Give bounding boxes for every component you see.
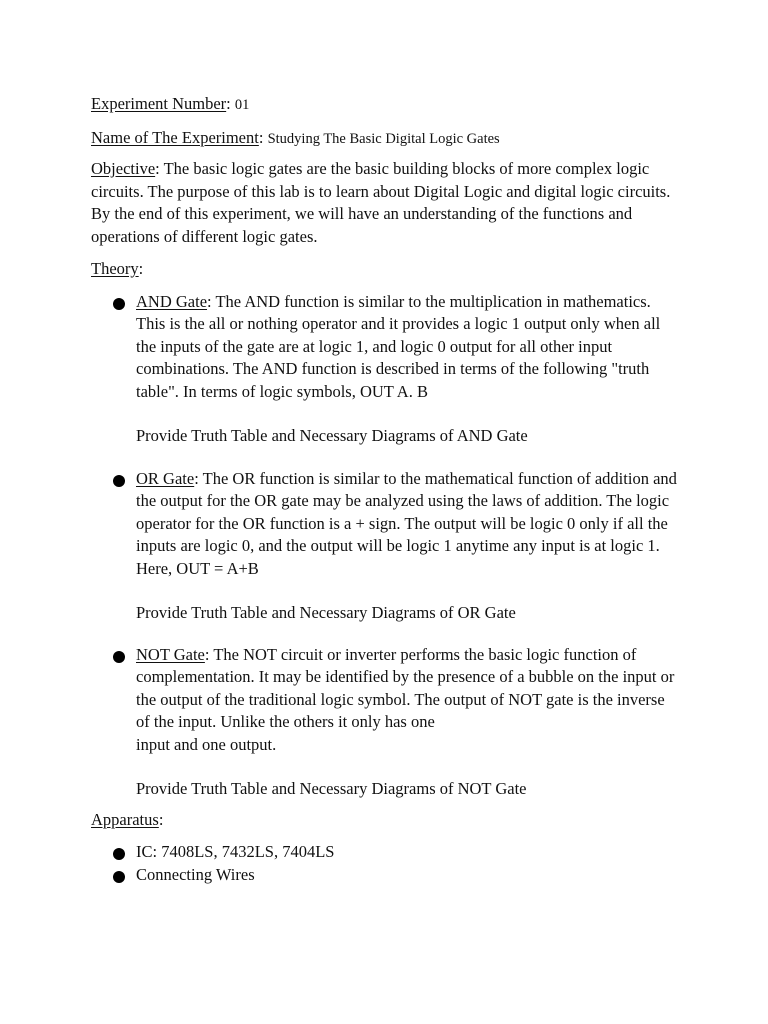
list-item-apparatus-wires	[91, 864, 681, 887]
objective-text: The basic logic gates are the basic building blocks of more complex logic circuits. The purpose of this lab is to learn about Digital Logic and digital logic circuits. By the end of this experiment, we will have an understanding of the functions and operations of different logic gates.	[91, 159, 671, 246]
list-item-not-gate: NOT Gate: The NOT circuit or inverter performs the basic logic function of complementation. It may be identified by the presence of a bubble on the input or the output of the traditional logic symbol. The output of NOT gate is the inverse of the input. Unlike the others it only has one input and one output. Provide Truth Table and Necessary Diagrams of NOT Gate	[91, 644, 681, 801]
theory-heading: Theory:	[91, 259, 144, 278]
list-item-apparatus-ic	[91, 841, 681, 864]
apparatus-item-text: Connecting Wires	[136, 864, 255, 884]
theory-label: Theory	[91, 259, 139, 278]
or-gate-text: The OR function is similar to the mathematical function of addition and the output for the OR gate may be analyzed using the laws of addition. The logic operator for the OR function is a + sign. The output will be logic 0 only if all the inputs are logic 0, and the output will be logic 1 anytime any input is at logic 1. Here, OUT = A+B	[136, 468, 677, 578]
experiment-name-value: Studying The Basic Digital Logic Gates	[267, 130, 500, 147]
bullet-icon	[113, 651, 125, 663]
not-gate-provide-text: Provide Truth Table and Necessary Diagrams of NOT Gate	[136, 779, 527, 798]
list-item-and-gate: AND Gate: The AND function is similar to the multiplication in mathematics. This is the all or nothing operator and it provides a logic 1 output only when all the inputs of the gate are at logic 1, and logic 0 output for all other input combinations. The AND function is described in terms of the following "truth table". In terms of logic symbols, OUT A. B Provide Truth Table and Necessary Diagrams of AND Gate	[91, 291, 681, 448]
bullet-icon	[113, 298, 125, 310]
and-gate-text: The AND function is similar to the multiplication in mathematics. This is the all or nothing operator and it provides a logic 1 output only when all the inputs of the gate are at logic 1, and logic 0 output for all other input combinations. The AND function is described in terms of the following "truth table". In terms of logic symbols, OUT A. B	[136, 291, 661, 401]
not-gate-text-continued: input and one output.	[136, 734, 277, 754]
experiment-number-line: Experiment Number: 01	[91, 94, 250, 113]
apparatus-heading: Apparatus:	[91, 809, 164, 829]
objective-label: Objective	[91, 159, 156, 178]
apparatus-list	[91, 841, 681, 886]
or-gate-title: OR Gate	[136, 468, 195, 488]
or-gate-provide-text: Provide Truth Table and Necessary Diagrams of OR Gate	[136, 603, 516, 622]
experiment-name-label: Name of The Experiment	[91, 127, 259, 147]
bullet-icon	[113, 871, 125, 883]
and-gate-title: AND Gate	[136, 291, 208, 311]
apparatus-label: Apparatus	[91, 809, 159, 829]
list-item-or-gate: OR Gate: The OR function is similar to the mathematical function of addition and the output for the OR gate may be analyzed using the laws of addition. The logic operator for the OR function is a + sign. The output will be logic 0 only if all the inputs are logic 0, and the output will be logic 1 anytime any input is at logic 1. Here, OUT = A+B Provide Truth Table and Necessary Diagrams of OR Gate	[91, 468, 681, 625]
and-gate-provide-text: Provide Truth Table and Necessary Diagrams of AND Gate	[136, 426, 528, 445]
bullet-icon	[113, 475, 125, 487]
experiment-number-label: Experiment Number	[91, 94, 227, 113]
experiment-name-line: Name of The Experiment: Studying The Basic Digital Logic Gates	[91, 127, 500, 147]
theory-list	[91, 291, 681, 801]
apparatus-item-text: IC: 7408LS, 7432LS, 7404LS	[136, 842, 335, 861]
experiment-number-value: 01	[234, 97, 250, 113]
bullet-icon	[113, 848, 125, 860]
not-gate-text: The NOT circuit or inverter performs the basic logic function of complementation. It may be identified by the presence of a bubble on the input or the output of the traditional logic symbol. The output of NOT gate is the inverse of the input. Unlike the others it only has one	[136, 644, 675, 731]
not-gate-title: NOT Gate	[136, 644, 205, 664]
objective-paragraph: Objective: The basic logic gates are the basic building blocks of more complex logic circuits. The purpose of this lab is to learn about Digital Logic and digital logic circuits. By the end of this experiment, we will have an understanding of the functions and operations of different logic gates.	[91, 159, 671, 246]
document-page	[91, 93, 681, 886]
